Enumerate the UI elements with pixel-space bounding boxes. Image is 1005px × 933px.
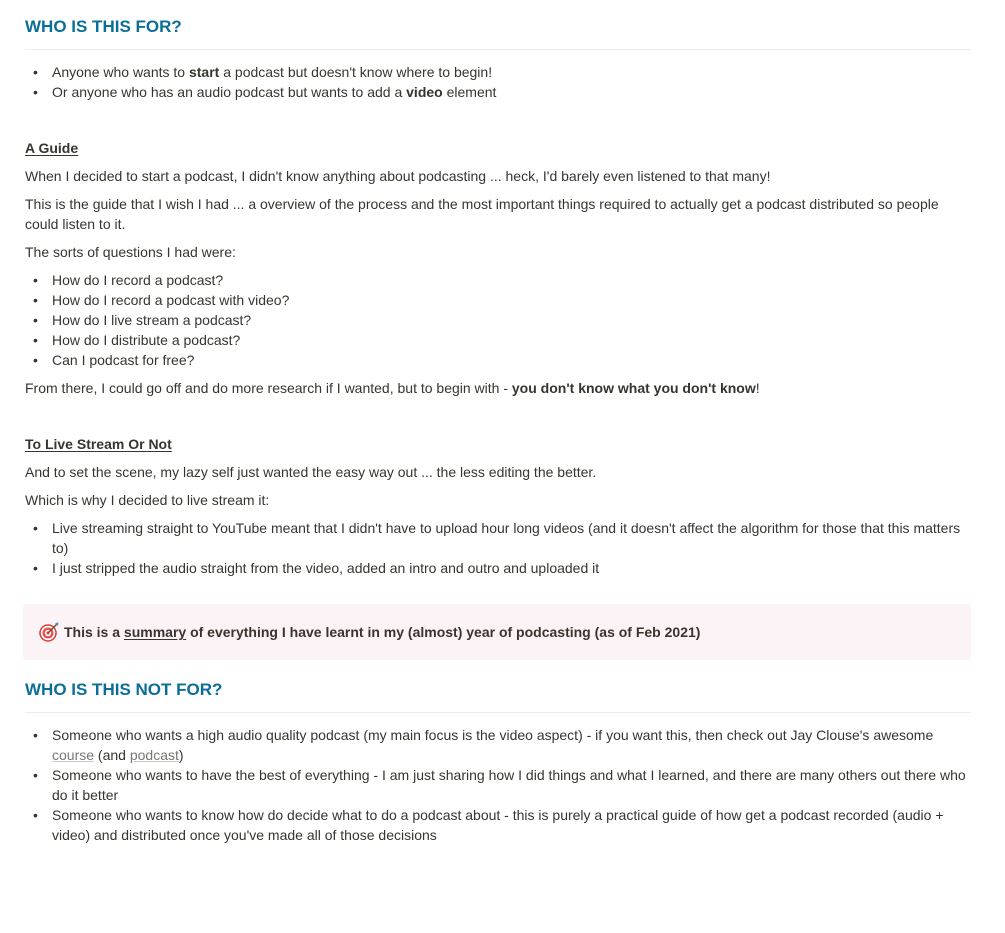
list-item-text: a podcast but doesn't know where to begin! xyxy=(219,64,493,80)
course-link[interactable]: course xyxy=(52,747,95,763)
summary-callout xyxy=(23,604,971,660)
guide-paragraph: The sorts of questions I had were: xyxy=(25,244,236,260)
list-item: • Someone who wants to know how do decide what to do a podcast about - this is purely a practical guide of how get a podcast recorded (audio + video) and distributed once you've made all of those decisions xyxy=(25,805,971,845)
list-item: • Someone who wants to have the best of everything - I am just sharing how I did things and what I learned, and there are many others out there who do it better xyxy=(25,765,971,805)
list-item-text: Anyone who wants to xyxy=(52,64,189,80)
podcast-link[interactable]: podcast xyxy=(129,747,179,763)
list-item: • How do I record a podcast? xyxy=(25,270,971,290)
questions-list xyxy=(25,270,971,370)
callout-text xyxy=(64,622,700,642)
list-item xyxy=(25,62,971,82)
list-item: • How do I record a podcast with video? xyxy=(25,290,971,310)
summary-link[interactable]: summary xyxy=(123,624,187,640)
livestream-paragraph: And to set the scene, my lazy self just wanted the easy way out ... the less editing the better. xyxy=(25,464,597,480)
bold-text: you don't know what you don't know xyxy=(511,380,756,396)
list-item: • How do I distribute a podcast? xyxy=(25,330,971,350)
callout-text-pre: This is a xyxy=(64,624,124,640)
guide-subheading: A Guide xyxy=(25,140,79,156)
list-item: • How do I live stream a podcast? xyxy=(25,310,971,330)
who-not-for-list xyxy=(25,725,971,845)
livestream-paragraph: Which is why I decided to live stream it: xyxy=(25,492,270,508)
list-item-text: (and xyxy=(94,747,130,763)
callout-text-post: of everything I have learnt in my (almost) year of podcasting (as of Feb 2021) xyxy=(186,624,701,640)
bold-text: start xyxy=(188,64,220,80)
livestream-subheading: To Live Stream Or Not xyxy=(25,436,172,452)
list-item-text: element xyxy=(442,84,497,100)
section-heading-who-not-for: WHO IS THIS NOT FOR? xyxy=(25,660,971,713)
closing-text: From there, I could go off and do more research if I wanted, but to begin with - xyxy=(25,380,512,396)
section-heading-who-for: WHO IS THIS FOR? xyxy=(25,0,971,50)
list-item: • Live streaming straight to YouTube meant that I didn't have to upload hour long videos (and it doesn't affect the algorithm for those that this matters to) xyxy=(25,518,971,558)
list-item: • Can I podcast for free? xyxy=(25,350,971,370)
guide-closing xyxy=(25,378,971,398)
list-item: • I just stripped the audio straight from the video, added an intro and outro and uploaded it xyxy=(25,558,971,578)
who-for-list xyxy=(25,62,971,102)
list-item-text: ) xyxy=(178,747,184,763)
guide-paragraph: When I decided to start a podcast, I didn't know anything about podcasting ... heck, I'd barely even listened to that many! xyxy=(25,168,771,184)
list-item-text: Or anyone who has an audio podcast but wants to add a xyxy=(52,84,407,100)
list-item xyxy=(25,725,971,765)
list-item-text: Someone who wants a high audio quality podcast (my main focus is the video aspect) - if you want this, then check out Jay Clouse's awesome xyxy=(52,727,934,743)
target-icon xyxy=(38,621,60,643)
list-item xyxy=(25,82,971,102)
guide-paragraph: This is the guide that I wish I had ... a overview of the process and the most important things required to actually get a podcast distributed so people could listen to it. xyxy=(25,196,939,232)
bold-text: video xyxy=(406,84,443,100)
livestream-list xyxy=(25,518,971,578)
closing-text: ! xyxy=(755,380,760,396)
